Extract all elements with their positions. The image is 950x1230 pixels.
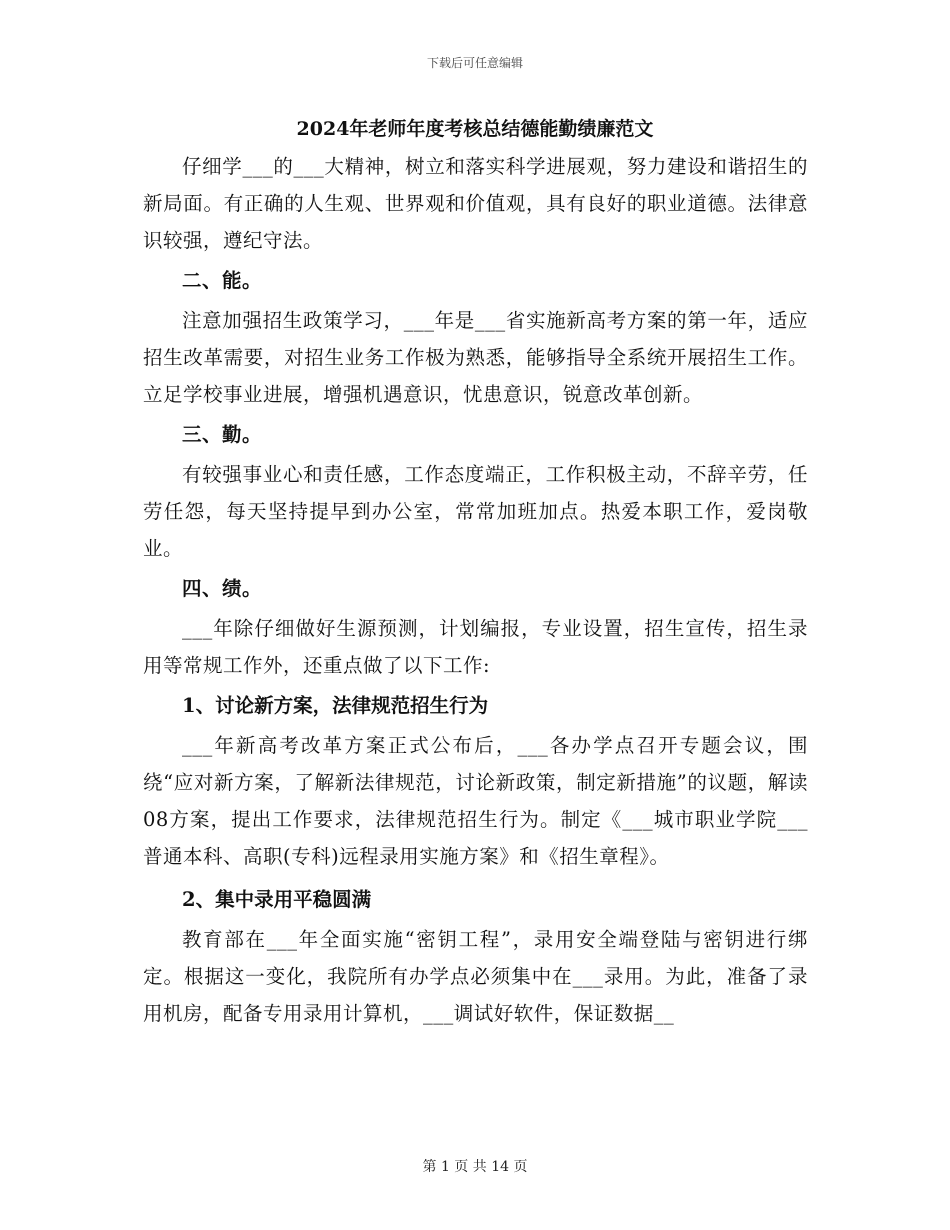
paragraph-ability: 注意加强招生政策学习，___年是___省实施新高考方案的第一年，适应招生改革需要，对招生业务工作极为熟悉，能够指导全系统开展招生工作。立足学校事业进展，增强机遇意识，忧患意识，锐意改革创新。 [143,309,808,406]
section-heading-diligence: 三、勤。 [182,423,263,446]
paragraph-diligence: 有较强事业心和责任感，工作态度端正，工作积极主动，不辞辛劳，任劳任怨，每天坚持提早到办公室，常常加班加点。热爱本职工作，爱岗敬业。 [143,463,808,560]
page-footer: 第 1 页 共 14 页 [422,1159,528,1175]
document-title: 2024年老师年度考核总结德能勤绩廉范文 [296,118,654,140]
paragraph-centralized-admission: 教育部在___年全面实施“密钥工程”，录用安全端登陆与密钥进行绑定。根据这一变化，我院所有办学点必须集中在___录用。为此，准备了录用机房，配备专用录用计算机，___调试好软件，保证数据__ [143,928,808,1025]
paragraph-new-scheme: ___年新高考改革方案正式公布后，___各办学点召开专题会议，围绕“应对新方案，了解新法律规范，讨论新政策，制定新措施”的议题，解读08方案，提出工作要求，法律规范招生行为。制定《___城市职业学院___普通本科、高职(专科)远程录用实施方案》和《招生章程》。 [143,734,808,868]
header-note: 下载后可任意编辑 [426,56,523,70]
section-heading-achievement: 四、绩。 [182,577,263,600]
section-heading-ability: 二、能。 [182,269,263,292]
paragraph-intro: 仔细学___的___大精神，树立和落实科学进展观，努力建设和谐招生的新局面。有正确的人生观、世界观和价值观，具有良好的职业道德。法律意识较强，遵纪守法。 [143,155,808,252]
paragraph-achievement: ___年除仔细做好生源预测，计划编报，专业设置，招生宣传，招生录用等常规工作外，还重点做了以下工作: [143,617,808,677]
subheading-new-scheme: 1、讨论新方案，法律规范招生行为 [182,694,489,717]
document-body [143,148,808,1032]
subheading-centralized-admission: 2、集中录用平稳圆满 [182,888,372,911]
